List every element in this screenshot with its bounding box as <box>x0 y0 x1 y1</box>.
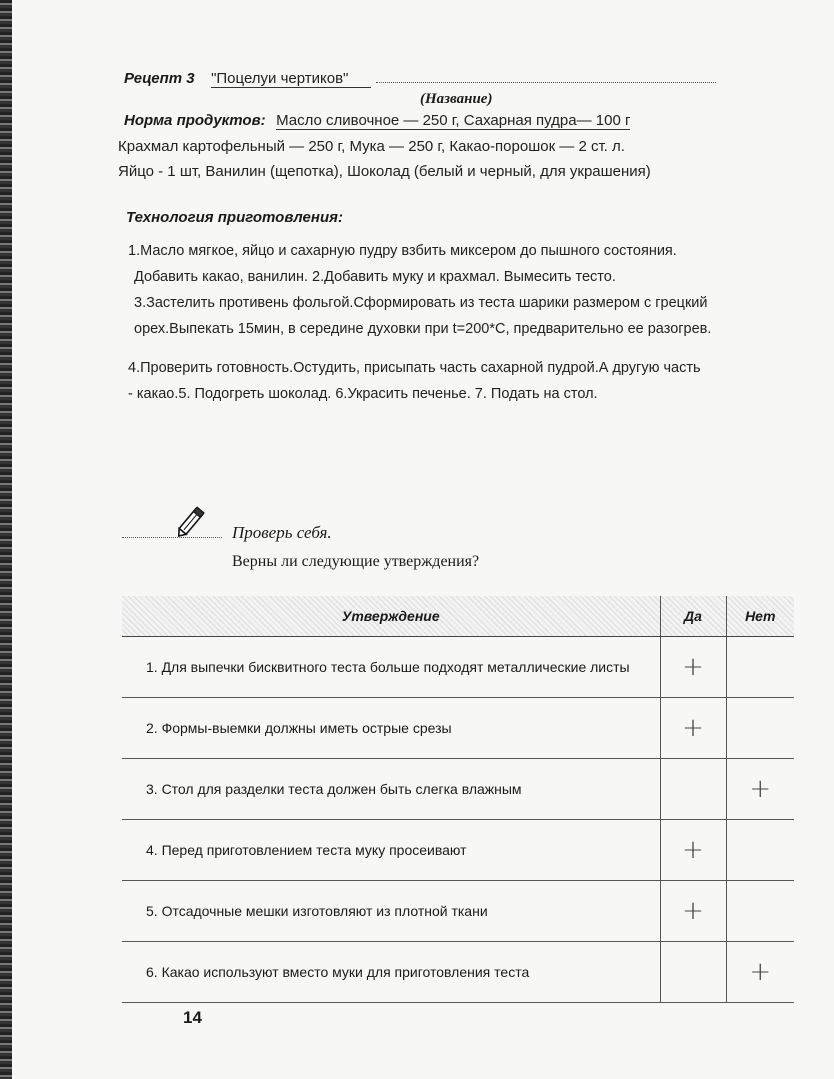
norm-line-2: Крахмал картофельный — 250 г, Мука — 250 г, Какао-порошок — 2 ст. л. <box>118 138 625 155</box>
yes-mark: + <box>682 896 704 926</box>
table-row <box>122 942 794 1003</box>
tech-line-2: Добавить какао, ванилин. 2.Добавить муку и крахмал. Вымесить тесто. <box>134 269 616 285</box>
statement-text: 1. Для выпечки бисквитного теста больше подходят металлические листы <box>122 637 660 698</box>
no-cell[interactable] <box>726 881 794 942</box>
statement-text: 4. Перед приготовлением теста муку просеивают <box>122 820 660 881</box>
recipe-name-caption: (Название) <box>420 91 493 107</box>
yes-mark: + <box>682 713 704 743</box>
no-cell[interactable] <box>726 637 794 698</box>
tech-line-3: 3.Застелить противень фольгой.Сформировать из теста шарики размером с грецкий <box>134 295 708 311</box>
statement-text: 6. Какао используют вместо муки для приготовления теста <box>122 942 660 1003</box>
statement-text: 5. Отсадочные мешки изготовляют из плотной ткани <box>122 881 660 942</box>
table-row <box>122 759 794 820</box>
tech-label: Технология приготовления: <box>126 209 343 226</box>
norm-block <box>124 112 804 130</box>
norm-line-3: Яйцо - 1 шт, Ванилин (щепотка), Шоколад (белый и черный, для украшения) <box>118 163 651 180</box>
check-question: Верны ли следующие утверждения? <box>232 553 480 570</box>
no-cell[interactable] <box>726 820 794 881</box>
tech-line-6: - какао.5. Подогреть шоколад. 6.Украсить печенье. 7. Подать на стол. <box>128 386 598 402</box>
no-mark: + <box>749 957 772 987</box>
check-title: Проверь себя. <box>232 523 332 542</box>
no-mark: + <box>749 774 772 804</box>
recipe-name: "Поцелуи чертиков" <box>211 70 371 88</box>
table-row <box>122 820 794 881</box>
recipe-label: Рецепт 3 <box>124 70 195 87</box>
yes-cell[interactable] <box>660 698 726 759</box>
page-number: 14 <box>183 1008 202 1027</box>
yes-cell[interactable] <box>660 942 726 1003</box>
tech-line-4: орех.Выпекать 15мин, в середине духовки при t=200*С, предварительно ее разогрев. <box>134 321 712 337</box>
table-row <box>122 698 794 759</box>
yes-cell[interactable] <box>660 881 726 942</box>
statement-text: 2. Формы-выемки должны иметь острые срезы <box>122 698 660 759</box>
header-yes: Да <box>660 596 726 637</box>
statement-text: 3. Стол для разделки теста должен быть слегка влажным <box>122 759 660 820</box>
norm-line-1: Масло сливочное — 250 г, Сахарная пудра— 100 г <box>276 112 631 129</box>
table-row <box>122 637 794 698</box>
table-header-row <box>122 596 794 637</box>
no-cell[interactable] <box>726 698 794 759</box>
tech-line-5: 4.Проверить готовность.Остудить, присыпать часть сахарной пудрой.А другую часть <box>128 360 701 376</box>
yes-mark: + <box>682 835 704 865</box>
yes-mark: + <box>682 652 704 682</box>
header-no: Нет <box>726 596 794 637</box>
recipe-name-line <box>376 70 716 83</box>
statements-table <box>122 596 794 1003</box>
yes-cell[interactable] <box>660 637 726 698</box>
yes-cell[interactable] <box>660 759 726 820</box>
table-row <box>122 881 794 942</box>
pencil-icon <box>172 500 212 542</box>
norm-label: Норма продуктов: <box>124 112 266 129</box>
no-cell[interactable] <box>726 759 794 820</box>
scan-binding-edge <box>0 0 12 1079</box>
no-cell[interactable] <box>726 942 794 1003</box>
tech-line-1: 1.Масло мягкое, яйцо и сахарную пудру взбить миксером до пышного состояния. <box>128 243 677 259</box>
header-statement: Утверждение <box>122 596 660 637</box>
yes-cell[interactable] <box>660 820 726 881</box>
